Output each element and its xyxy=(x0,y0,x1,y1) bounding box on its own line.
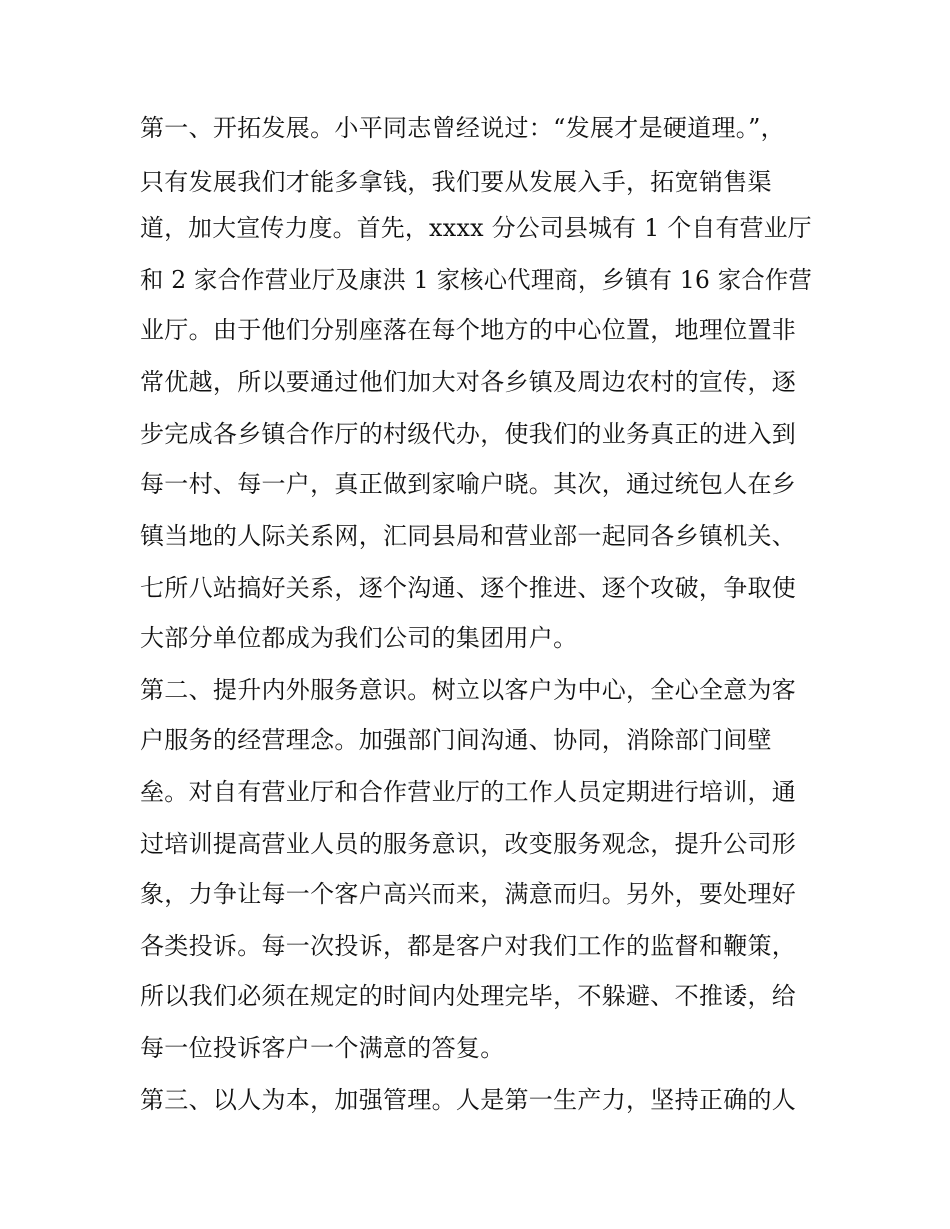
text-line: 第一、开拓发展。小平同志曾经说过：“发展才是硬道理。”， xyxy=(140,114,785,142)
text-line: 大部分单位都成为我们公司的集团用户。 xyxy=(140,624,578,652)
text-line: 镇当地的人际关系网，汇同县局和营业部一起同各乡镇机关、 xyxy=(140,522,797,550)
text-line: 每一位投诉客户一个满意的答复。 xyxy=(140,1034,505,1062)
text-line: 第三、以人为本，加强管理。人是第一生产力，坚持正确的人 xyxy=(140,1086,797,1114)
text-line: 步完成各乡镇合作厅的村级代办，使我们的业务真正的进入到 xyxy=(140,420,797,448)
text-line: 过培训提高营业人员的服务意识，改变服务观念，提升公司形 xyxy=(140,830,797,858)
text-line: 第二、提升内外服务意识。树立以客户为中心，全心全意为客 xyxy=(140,676,797,704)
text-line: 每一村、每一户，真正做到家喻户晓。其次，通过统包人在乡 xyxy=(140,470,797,498)
text-line: 和 2 家合作营业厅及康洪 1 家核心代理商，乡镇有 16 家合作营 xyxy=(140,266,813,294)
text-line: 象，力争让每一个客户高兴而来，满意而归。另外，要处理好 xyxy=(140,880,797,908)
text-line: 只有发展我们才能多拿钱，我们要从发展入手，拓宽销售渠 xyxy=(140,168,772,196)
text-line: 七所八站搞好关系，逐个沟通、逐个推进、逐个攻破，争取使 xyxy=(140,574,797,602)
text-line: 垒。对自有营业厅和合作营业厅的工作人员定期进行培训，通 xyxy=(140,778,797,806)
text-line: 道，加大宣传力度。首先，xxxx 分公司县城有 1 个自有营业厅 xyxy=(140,214,812,242)
text-line: 各类投诉。每一次投诉，都是客户对我们工作的监督和鞭策， xyxy=(140,932,797,960)
text-line: 户服务的经营理念。加强部门间沟通、协同，消除部门间壁 xyxy=(140,726,772,754)
text-line: 常优越，所以要通过他们加大对各乡镇及周边农村的宣传，逐 xyxy=(140,368,797,396)
text-line: 业厅。由于他们分别座落在每个地方的中心位置，地理位置非 xyxy=(140,316,797,344)
text-line: 所以我们必须在规定的时间内处理完毕，不躲避、不推诿，给 xyxy=(140,982,797,1010)
